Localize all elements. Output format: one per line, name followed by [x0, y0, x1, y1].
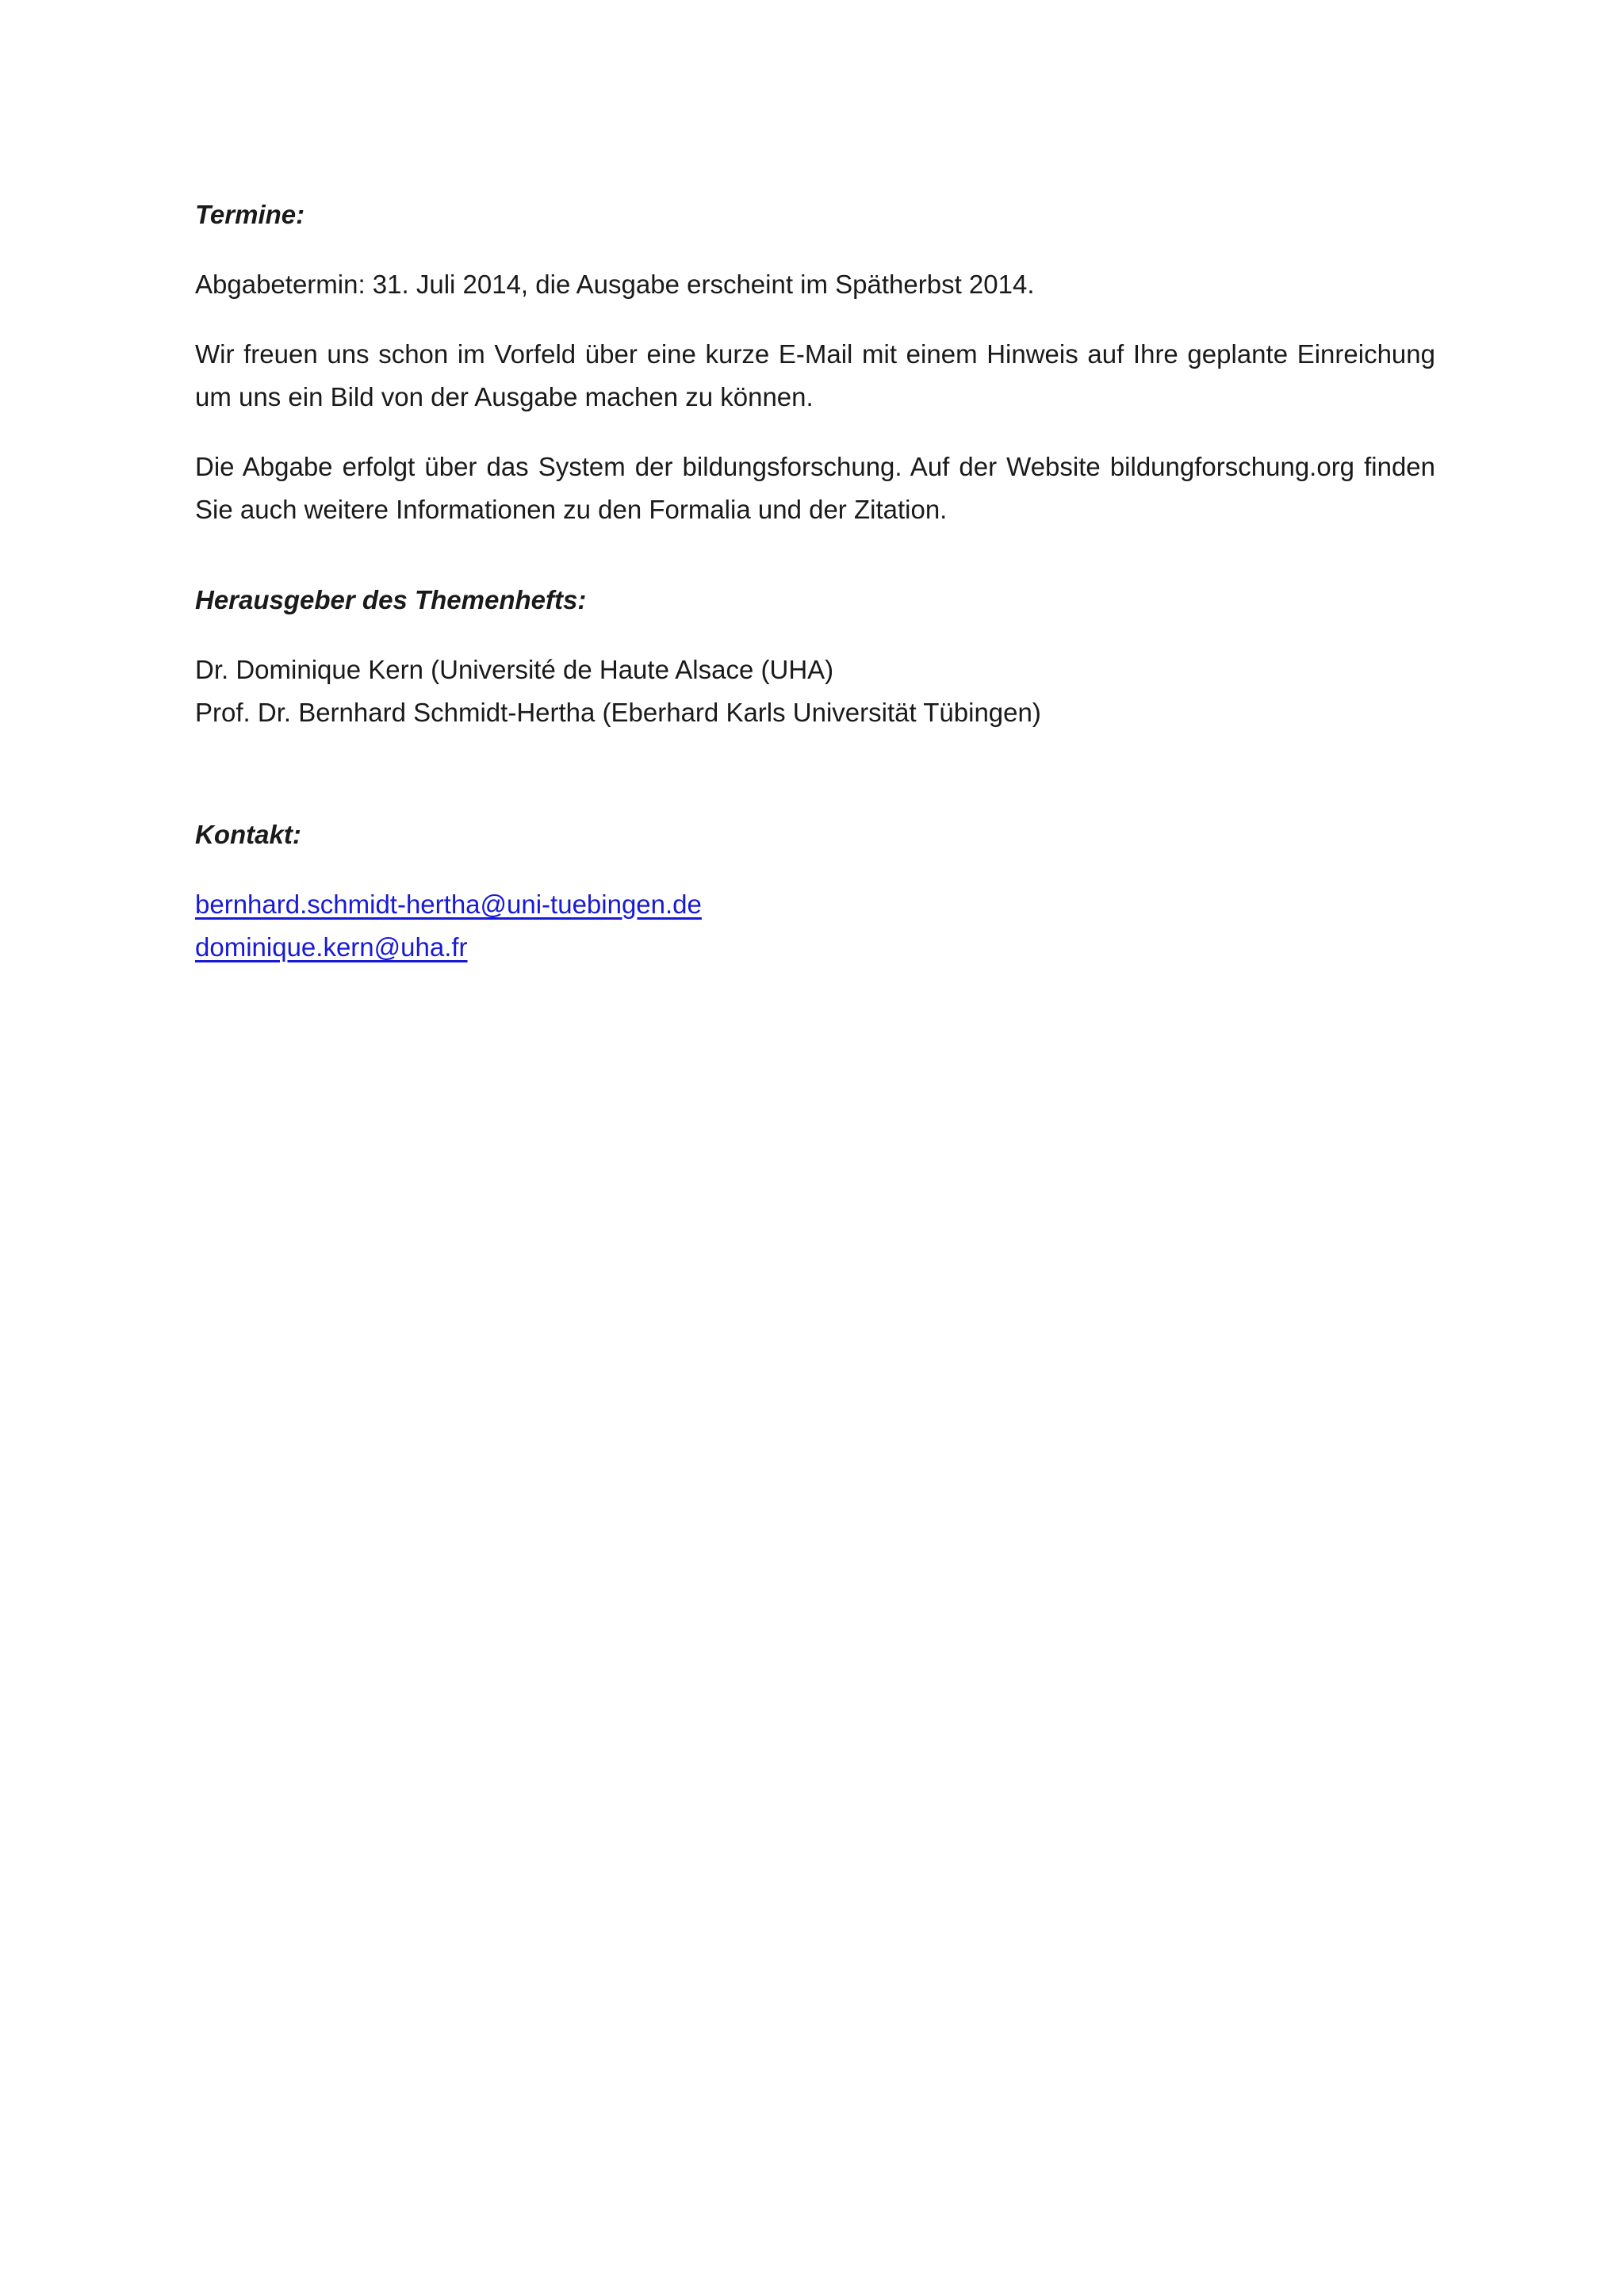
- termine-heading: Termine:: [195, 200, 305, 229]
- deadline-paragraph: Abgabetermin: 31. Juli 2014, die Ausgabe erscheint im Spätherbst 2014.: [195, 270, 1035, 299]
- editor-item: Prof. Dr. Bernhard Schmidt-Hertha (Eberhard Karls Universität Tübingen): [195, 698, 1041, 727]
- contact-list: [195, 883, 702, 969]
- email-link-schmidt-hertha[interactable]: bernhard.schmidt-hertha@uni-tuebingen.de: [195, 890, 702, 919]
- submission-note-paragraph: Die Abgabe erfolgt über das System der bildungsforschung. Auf der Website bildungforschung.org finden Sie auch weitere Informationen zu den Formalia und der Zitation.: [195, 452, 1435, 524]
- editors-heading: Herausgeber des Themenhefts:: [195, 585, 587, 614]
- editors-list: [195, 649, 1041, 734]
- email-link-kern[interactable]: dominique.kern@uha.fr: [195, 932, 468, 962]
- contact-heading: Kontakt:: [195, 820, 301, 849]
- email-note-paragraph: Wir freuen uns schon im Vorfeld über eine kurze E-Mail mit einem Hinweis auf Ihre geplante Einreichung um uns ein Bild von der Ausgabe machen zu können.: [195, 339, 1435, 411]
- editor-item: Dr. Dominique Kern (Université de Haute Alsace (UHA): [195, 655, 834, 684]
